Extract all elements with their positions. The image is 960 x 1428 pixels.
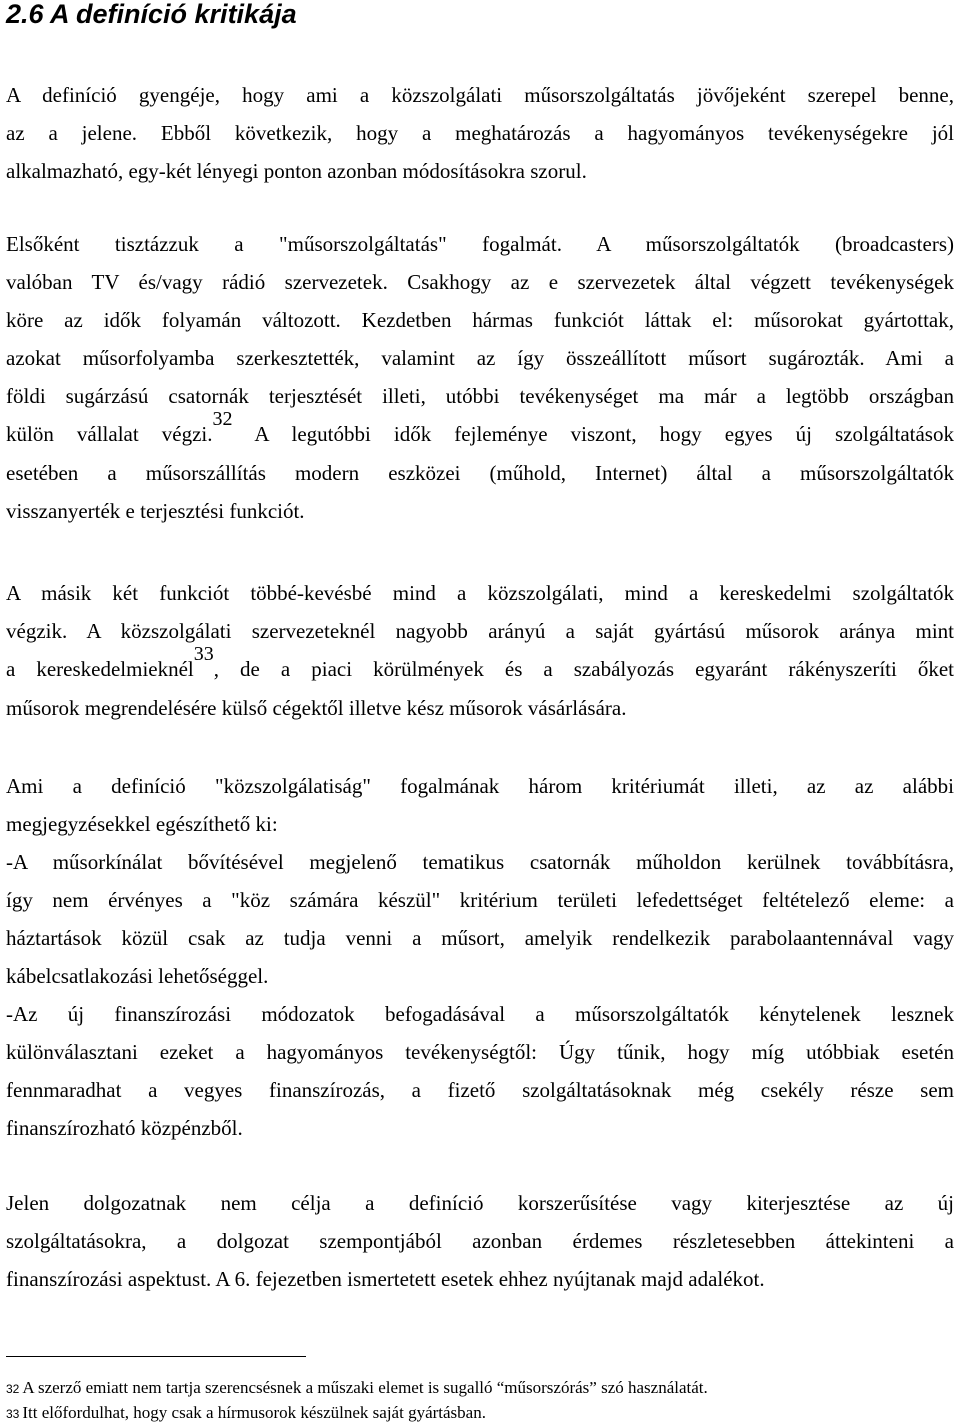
footnote-number: 32 [6, 1382, 20, 1396]
paragraph-line [6, 643, 955, 689]
paragraph-line: A definíció gyengéje, hogy ami a közszolgálati műsorszolgáltatás jövőjeként szerepel benne, [6, 83, 954, 107]
section-heading: 2.6 A definíció kritikája [6, 0, 297, 29]
text-run: , de a piaci körülmények és a szabályozás egyaránt rákényszeríti őket [213, 657, 955, 681]
footnote-33 [6, 1403, 486, 1424]
paragraph-line: végzik. A közszolgálati szervezeteknél nagyobb arányú a saját gyártású műsorok aránya mint [6, 619, 954, 643]
paragraph-4 [6, 767, 954, 1147]
footnote-ref-33[interactable]: 33 [193, 643, 214, 665]
paragraph-5 [6, 1184, 954, 1298]
paragraph-line: földi sugárzású csatornák terjesztését illeti, utóbbi tevékenységet ma már a legtöbb országban [6, 384, 954, 408]
paragraph-line: Ami a definíció "közszolgálatiság" fogalmának három kritériumát illeti, az az alábbi [6, 774, 954, 798]
footnote-32 [6, 1378, 708, 1399]
paragraph-line: alkalmazható, egy-két lényegi ponton azonban módosításokra szorul. [6, 159, 587, 183]
footnote-text: Itt előfordulhat, hogy csak a hírmusorok készülnek saját gyártásban. [22, 1403, 486, 1422]
text-run: külön vállalat végzi. [6, 422, 213, 446]
paragraph-line: visszanyerték e terjesztési funkciót. [6, 499, 305, 523]
paragraph-1 [6, 76, 954, 190]
paragraph-line: különválasztani ezeket a hagyományos tevékenységtől: Úgy tűnik, hogy míg utóbbiak esetén [6, 1040, 954, 1064]
paragraph-line: így nem érvényes a "köz számára készül" kritérium területi lefedettséget feltételező eleme: a [6, 888, 954, 912]
footnote-ref-32[interactable]: 32 [212, 408, 233, 430]
paragraph-line: azokat műsorfolyamba szerkesztették, valamint az így összeállított műsort sugározták. Ami a [6, 346, 954, 370]
footnote-separator [6, 1356, 306, 1357]
paragraph-line: megjegyzésekkel egészíthető ki: [6, 812, 278, 836]
paragraph-line: Jelen dolgozatnak nem célja a definíció korszerűsítése vagy kiterjesztése az új [6, 1191, 954, 1215]
paragraph-line: háztartások közül csak az tudja venni a műsort, amelyik rendelkezik parabolaantennával vagy [6, 926, 954, 950]
paragraph-3 [6, 574, 954, 727]
paragraph-line: fennmaradhat a vegyes finanszírozás, a fizető szolgáltatásoknak még csekély része sem [6, 1078, 954, 1102]
paragraph-line: az a jelene. Ebből következik, hogy a meghatározás a hagyományos tevékenységekre jól [6, 121, 954, 145]
paragraph-line [6, 408, 954, 454]
paragraph-line: -Az új finanszírozási módozatok befogadásával a műsorszolgáltatók kénytelenek lesznek [6, 1002, 954, 1026]
paragraph-line: szolgáltatásokra, a dolgozat szempontjából azonban érdemes részletesebben áttekinteni a [6, 1229, 954, 1253]
footnote-number: 33 [6, 1407, 20, 1421]
text-run: A legutóbbi idők fejleménye viszont, hogy egyes új szolgáltatások [232, 422, 954, 446]
paragraph-line: A másik két funkciót többé-kevésbé mind a közszolgálati, mind a kereskedelmi szolgáltatók [6, 581, 954, 605]
paragraph-line: köre az idők folyamán változott. Kezdetben hármas funkciót láttak el: műsorokat gyártottak, [6, 308, 954, 332]
paragraph-line: esetében a műsorszállítás modern eszközei (műhold, Internet) által a műsorszolgáltatók [6, 461, 954, 485]
text-run: a kereskedelmieknél [6, 657, 194, 681]
paragraph-line: műsorok megrendelésére külső cégektől illetve kész műsorok vásárlására. [6, 696, 627, 720]
paragraph-line: Elsőként tisztázzuk a "műsorszolgáltatás" fogalmát. A műsorszolgáltatók (broadcasters) [6, 232, 954, 256]
paragraph-2 [6, 225, 954, 530]
paragraph-line: valóban TV és/vagy rádió szervezetek. Csakhogy az e szervezetek által végzett tevékenységek [6, 270, 954, 294]
paragraph-line: finanszírozási aspektust. A 6. fejezetben ismertetett esetek ehhez nyújtanak majd adalékot. [6, 1267, 765, 1291]
paragraph-line: finanszírozható közpénzből. [6, 1116, 243, 1140]
paragraph-line: kábelcsatlakozási lehetőséggel. [6, 964, 269, 988]
footnote-text: A szerző emiatt nem tartja szerencsésnek a műszaki elemet is sugalló “műsorszórás” szó használatát. [22, 1378, 708, 1397]
paragraph-line: -A műsorkínálat bővítésével megjelenő tematikus csatornák műholdon kerülnek továbbításra, [6, 850, 954, 874]
